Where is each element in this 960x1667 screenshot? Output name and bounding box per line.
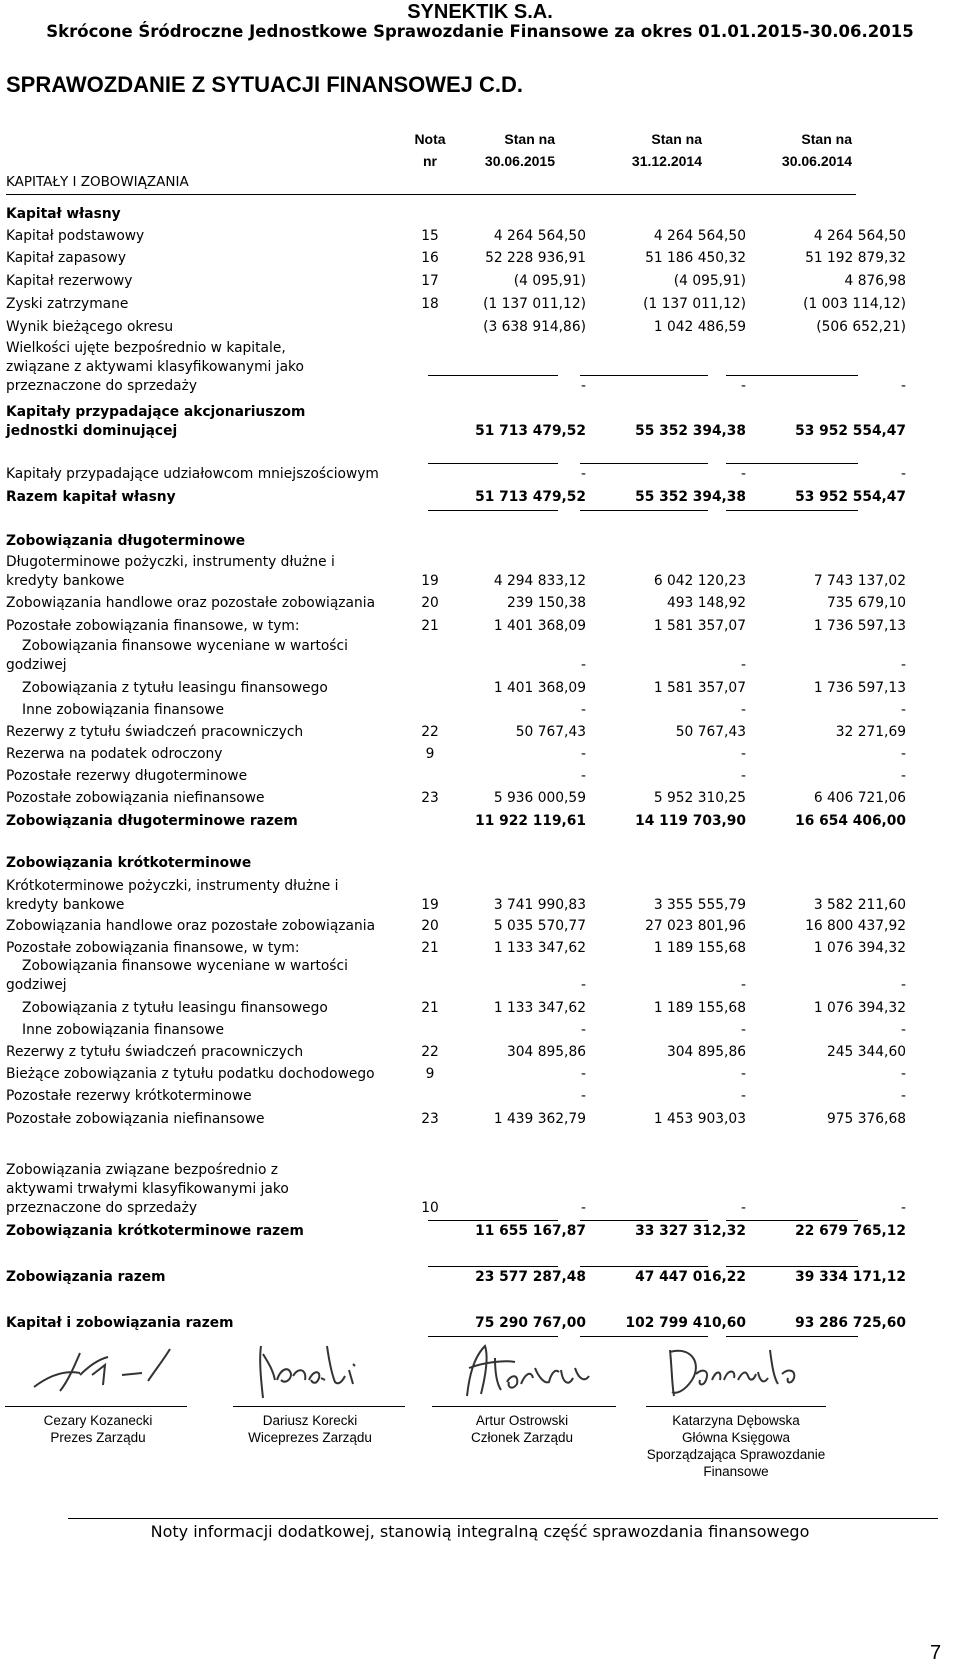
table-row (6, 679, 906, 698)
row-value: 1 042 486,59 (653, 319, 746, 335)
row-value: 1 076 394,32 (813, 1000, 906, 1016)
row-label: Kapitały przypadające udziałowcom mniejszościowym (6, 466, 379, 482)
row-value: 1 736 597,13 (813, 618, 906, 634)
row-note-number: 19 (421, 897, 439, 913)
row-value: 75 290 767,00 (475, 1315, 586, 1331)
row-value: 11 922 119,61 (475, 813, 586, 829)
row-value: 47 447 016,22 (635, 1269, 746, 1285)
row-label: Kapitał podstawowy (6, 228, 145, 244)
row-value: - (901, 1200, 906, 1216)
row-value: - (901, 977, 906, 993)
row-label: Kapitał i zobowiązania razem (6, 1315, 234, 1331)
table-row (6, 1087, 906, 1106)
row-note-number: 21 (421, 1000, 439, 1016)
row-value: 51 186 450,32 (645, 250, 746, 266)
row-label: Wielkości ujęte bezpośrednio w kapitale, związane z aktywami klasyfikowanymi jako przeznaczone do sprzedaży (6, 340, 304, 394)
row-value: - (741, 466, 746, 482)
signatory-role: Członek Zarządu (470, 1430, 574, 1445)
signatory-role: Główna Księgowa Sporządzająca Sprawozdanie Finansowe (646, 1430, 826, 1479)
table-row (6, 1314, 906, 1333)
table-row (6, 958, 906, 995)
signatory-1 (8, 1412, 188, 1446)
row-value: 53 952 554,47 (795, 423, 906, 439)
table-row (6, 917, 906, 936)
row-value: - (741, 977, 746, 993)
row-label: Zobowiązania z tytułu leasingu finansowego (22, 680, 328, 696)
column-header-nota: Nota nr (414, 131, 446, 169)
row-value: 1 439 362,79 (493, 1111, 586, 1127)
row-note-number: 20 (421, 918, 439, 934)
row-value: - (901, 657, 906, 673)
row-label: Kapitały przypadające akcjonariuszom jednostki dominującej (6, 404, 306, 439)
table-row (6, 205, 906, 224)
row-value: - (741, 1022, 746, 1038)
table-row (6, 465, 906, 484)
column-underline (428, 1266, 558, 1267)
table-row (6, 227, 906, 246)
row-value: 16 654 406,00 (795, 813, 906, 829)
row-value: 5 952 310,25 (653, 790, 746, 806)
row-label: Pozostałe zobowiązania niefinansowe (6, 790, 265, 806)
row-value: - (901, 702, 906, 718)
row-note-number: 9 (425, 1066, 435, 1082)
row-value: (1 137 011,12) (483, 296, 586, 312)
row-value: (1 137 011,12) (643, 296, 746, 312)
row-value: 51 713 479,52 (475, 423, 586, 439)
row-label: Rezerwy z tytułu świadczeń pracowniczych (6, 724, 304, 740)
row-note-number: 19 (421, 573, 439, 589)
table-row (6, 617, 906, 636)
row-note-number: 22 (421, 1044, 439, 1060)
row-value: - (741, 378, 746, 394)
table-row (6, 1043, 906, 1062)
report-title: Skrócone Śródroczne Jednostkowe Sprawozdanie Finansowe za okres 01.01.2015-30.06.2015 (46, 22, 914, 41)
row-label: Bieżące zobowiązania z tytułu podatku dochodowego (6, 1066, 375, 1082)
signatory-3 (432, 1412, 612, 1446)
row-value: 1 189 155,68 (653, 940, 746, 956)
row-value: 1 581 357,07 (653, 680, 746, 696)
row-label: Kapitał zapasowy (6, 250, 127, 266)
row-value: (3 638 914,86) (483, 319, 586, 335)
signatory-name: Dariusz Korecki (262, 1413, 358, 1428)
table-row (6, 532, 906, 551)
column-underline (726, 1336, 858, 1337)
row-value: 304 895,86 (507, 1044, 586, 1060)
column-underline (428, 1220, 558, 1221)
row-label: Pozostałe zobowiązania niefinansowe (6, 1111, 265, 1127)
column-underline (580, 375, 708, 376)
row-value: - (741, 657, 746, 673)
row-value: 32 271,69 (835, 724, 906, 740)
row-value: 27 023 801,96 (645, 918, 746, 934)
column-underline (726, 1266, 858, 1267)
column-underline (726, 463, 858, 464)
row-value: 493 148,92 (667, 595, 746, 611)
footer-note: Noty informacji dodatkowej, stanowią integralną część sprawozdania finansowego (150, 1522, 810, 1541)
row-label: Zobowiązania związane bezpośrednio z aktywami trwałymi klasyfikowanymi jako przeznaczone do sprzedaży (6, 1162, 289, 1216)
column-underline (428, 375, 558, 376)
column-underline (580, 510, 708, 511)
row-value: - (581, 1022, 586, 1038)
row-value: 4 876,98 (844, 273, 906, 289)
section-label: KAPITAŁY I ZOBOWIĄZANIA (6, 174, 189, 190)
table-row (6, 745, 906, 764)
table-row (6, 295, 906, 314)
row-note-number: 9 (425, 746, 435, 762)
row-value: 23 577 287,48 (475, 1269, 586, 1285)
row-label: Rezerwy z tytułu świadczeń pracowniczych (6, 1044, 304, 1060)
row-value: 975 376,68 (827, 1111, 906, 1127)
table-row (6, 767, 906, 786)
signature-line (646, 1406, 826, 1407)
row-value: 51 192 879,32 (805, 250, 906, 266)
table-row (6, 1268, 906, 1287)
row-note-number: 17 (421, 273, 439, 289)
table-row (6, 638, 906, 675)
row-value: 6 406 721,06 (813, 790, 906, 806)
table-row (6, 854, 906, 873)
row-value: - (581, 1088, 586, 1104)
signature-image (255, 1340, 370, 1400)
row-value: 304 895,86 (667, 1044, 746, 1060)
signatory-4 (636, 1412, 836, 1480)
table-row (6, 1222, 906, 1241)
signatory-name: Artur Ostrowski (475, 1413, 569, 1428)
row-value: 3 741 990,83 (493, 897, 586, 913)
row-value: 22 679 765,12 (795, 1223, 906, 1239)
row-value: - (901, 746, 906, 762)
row-value: 4 264 564,50 (653, 228, 746, 244)
row-label: Kapitał własny (6, 206, 121, 222)
row-label: Zobowiązania długoterminowe (6, 533, 246, 549)
row-label: Zobowiązania finansowe wyceniane w wartości godziwej (6, 638, 348, 673)
row-note-number: 18 (421, 296, 439, 312)
row-value: 239 150,38 (507, 595, 586, 611)
page-number: 7 (930, 1642, 942, 1664)
row-value: - (901, 1066, 906, 1082)
row-value: 102 799 410,60 (625, 1315, 746, 1331)
row-label: Zobowiązania handlowe oraz pozostałe zobowiązania (6, 918, 376, 934)
row-value: 735 679,10 (827, 595, 906, 611)
table-row (6, 1110, 906, 1129)
row-note-number: 21 (421, 618, 439, 634)
header-divider (6, 194, 856, 195)
row-value: - (581, 378, 586, 394)
row-value: 55 352 394,38 (635, 489, 746, 505)
row-value: - (901, 466, 906, 482)
signature-image (30, 1345, 175, 1400)
row-value: - (741, 768, 746, 784)
row-value: 11 655 167,87 (475, 1223, 586, 1239)
signatory-role: Wiceprezes Zarządu (248, 1430, 372, 1445)
table-row (6, 340, 906, 396)
row-value: 55 352 394,38 (635, 423, 746, 439)
row-label: Kapitał rezerwowy (6, 273, 133, 289)
row-label: Pozostałe rezerwy krótkoterminowe (6, 1088, 252, 1104)
row-value: 50 767,43 (675, 724, 746, 740)
row-value: 245 344,60 (827, 1044, 906, 1060)
row-value: 50 767,43 (515, 724, 586, 740)
row-value: (506 652,21) (816, 319, 906, 335)
row-value: 16 800 437,92 (805, 918, 906, 934)
row-label: Inne zobowiązania finansowe (22, 1022, 225, 1038)
row-value: 4 264 564,50 (493, 228, 586, 244)
row-label: Zobowiązania krótkoterminowe (6, 855, 252, 871)
table-row (6, 404, 906, 441)
row-value: 52 228 936,91 (485, 250, 586, 266)
row-value: - (741, 746, 746, 762)
row-value: 1 453 903,03 (653, 1111, 746, 1127)
row-value: - (581, 1066, 586, 1082)
row-value: - (581, 702, 586, 718)
row-value: 1 401 368,09 (493, 618, 586, 634)
signature-image (662, 1340, 812, 1400)
row-value: 6 042 120,23 (653, 573, 746, 589)
row-label: Pozostałe zobowiązania finansowe, w tym: (6, 940, 300, 956)
column-underline (428, 463, 558, 464)
row-value: - (741, 702, 746, 718)
table-row (6, 999, 906, 1018)
column-underline (726, 375, 858, 376)
table-row (6, 594, 906, 613)
signature-line (233, 1406, 405, 1407)
row-value: - (581, 977, 586, 993)
row-note-number: 15 (421, 228, 439, 244)
signature-line (432, 1406, 616, 1407)
signature-line (5, 1406, 187, 1407)
row-label: Zobowiązania długoterminowe razem (6, 813, 298, 829)
column-underline (428, 510, 558, 511)
row-value: 51 713 479,52 (475, 489, 586, 505)
row-label: Razem kapitał własny (6, 489, 176, 505)
table-row (6, 723, 906, 742)
row-value: 1 189 155,68 (653, 1000, 746, 1016)
signatory-name: Katarzyna Dębowska (672, 1413, 800, 1428)
row-label: Zyski zatrzymane (6, 296, 129, 312)
table-row (6, 1021, 906, 1040)
table-row (6, 701, 906, 720)
table-row (6, 789, 906, 808)
row-value: - (741, 1066, 746, 1082)
row-note-number: 10 (421, 1200, 439, 1216)
row-value: 3 582 211,60 (813, 897, 906, 913)
column-underline (580, 463, 708, 464)
column-underline (726, 1220, 858, 1221)
row-note-number: 23 (421, 1111, 439, 1127)
row-value: - (901, 1088, 906, 1104)
row-label: Długoterminowe pożyczki, instrumenty dłużne i kredyty bankowe (6, 554, 335, 589)
row-value: - (581, 657, 586, 673)
row-note-number: 21 (421, 940, 439, 956)
row-value: - (581, 746, 586, 762)
row-label: Zobowiązania finansowe wyceniane w wartości godziwej (6, 958, 348, 993)
row-value: 1 736 597,13 (813, 680, 906, 696)
row-value: - (581, 768, 586, 784)
row-value: (4 095,91) (673, 273, 746, 289)
table-row (6, 812, 906, 831)
row-value: 1 133 347,62 (493, 940, 586, 956)
table-row (6, 1162, 906, 1218)
table-row (6, 318, 906, 337)
row-value: - (741, 1088, 746, 1104)
column-underline (580, 1266, 708, 1267)
table-row (6, 878, 906, 915)
row-value: 53 952 554,47 (795, 489, 906, 505)
row-value: 5 035 570,77 (493, 918, 586, 934)
row-label: Zobowiązania razem (6, 1269, 166, 1285)
row-value: 3 355 555,79 (653, 897, 746, 913)
signature-image (455, 1338, 595, 1400)
row-value: - (901, 1022, 906, 1038)
signatory-2 (220, 1412, 400, 1446)
column-header-30-06-2015: Stan na 30.06.2015 (484, 131, 555, 169)
row-label: Pozostałe zobowiązania finansowe, w tym: (6, 618, 300, 634)
row-value: 93 286 725,60 (795, 1315, 906, 1331)
signatory-role: Prezes Zarządu (50, 1430, 146, 1445)
row-label: Wynik bieżącego okresu (6, 319, 174, 335)
table-row (6, 488, 906, 507)
row-label: Inne zobowiązania finansowe (22, 702, 225, 718)
row-note-number: 16 (421, 250, 439, 266)
row-label: Krótkoterminowe pożyczki, instrumenty dłużne i kredyty bankowe (6, 878, 339, 913)
row-label: Rezerwa na podatek odroczony (6, 746, 223, 762)
row-value: - (901, 378, 906, 394)
row-value: 1 133 347,62 (493, 1000, 586, 1016)
row-value: 39 334 171,12 (795, 1269, 906, 1285)
row-label: Zobowiązania handlowe oraz pozostałe zobowiązania (6, 595, 376, 611)
footer-divider (68, 1518, 938, 1519)
column-header-30-06-2014: Stan na 30.06.2014 (781, 131, 852, 169)
column-underline (580, 1336, 708, 1337)
row-value: 4 294 833,12 (493, 573, 586, 589)
row-value: 1 581 357,07 (653, 618, 746, 634)
column-underline (580, 1220, 708, 1221)
row-value: 1 401 368,09 (493, 680, 586, 696)
table-row (6, 272, 906, 291)
table-row (6, 554, 906, 591)
company-name: SYNEKTIK S.A. (407, 1, 553, 23)
row-note-number: 23 (421, 790, 439, 806)
row-value: - (901, 768, 906, 784)
row-value: 1 076 394,32 (813, 940, 906, 956)
column-underline (428, 1336, 558, 1337)
row-value: 33 327 312,32 (635, 1223, 746, 1239)
row-value: 7 743 137,02 (813, 573, 906, 589)
row-value: - (581, 466, 586, 482)
row-label: Pozostałe rezerwy długoterminowe (6, 768, 248, 784)
table-row (6, 939, 906, 958)
row-note-number: 22 (421, 724, 439, 740)
row-value: (4 095,91) (513, 273, 586, 289)
column-underline (726, 510, 858, 511)
signatory-name: Cezary Kozanecki (43, 1413, 153, 1428)
row-value: 5 936 000,59 (493, 790, 586, 806)
row-note-number: 20 (421, 595, 439, 611)
row-value: 14 119 703,90 (635, 813, 746, 829)
column-header-31-12-2014: Stan na 31.12.2014 (631, 131, 702, 169)
row-label: Zobowiązania krótkoterminowe razem (6, 1223, 304, 1239)
row-label: Zobowiązania z tytułu leasingu finansowego (22, 1000, 328, 1016)
row-value: - (581, 1200, 586, 1216)
row-value: 4 264 564,50 (813, 228, 906, 244)
page-title: SPRAWOZDANIE Z SYTUACJI FINANSOWEJ C.D. (6, 72, 524, 97)
row-value: - (741, 1200, 746, 1216)
table-row (6, 249, 906, 268)
row-value: (1 003 114,12) (803, 296, 906, 312)
table-row (6, 1065, 906, 1084)
